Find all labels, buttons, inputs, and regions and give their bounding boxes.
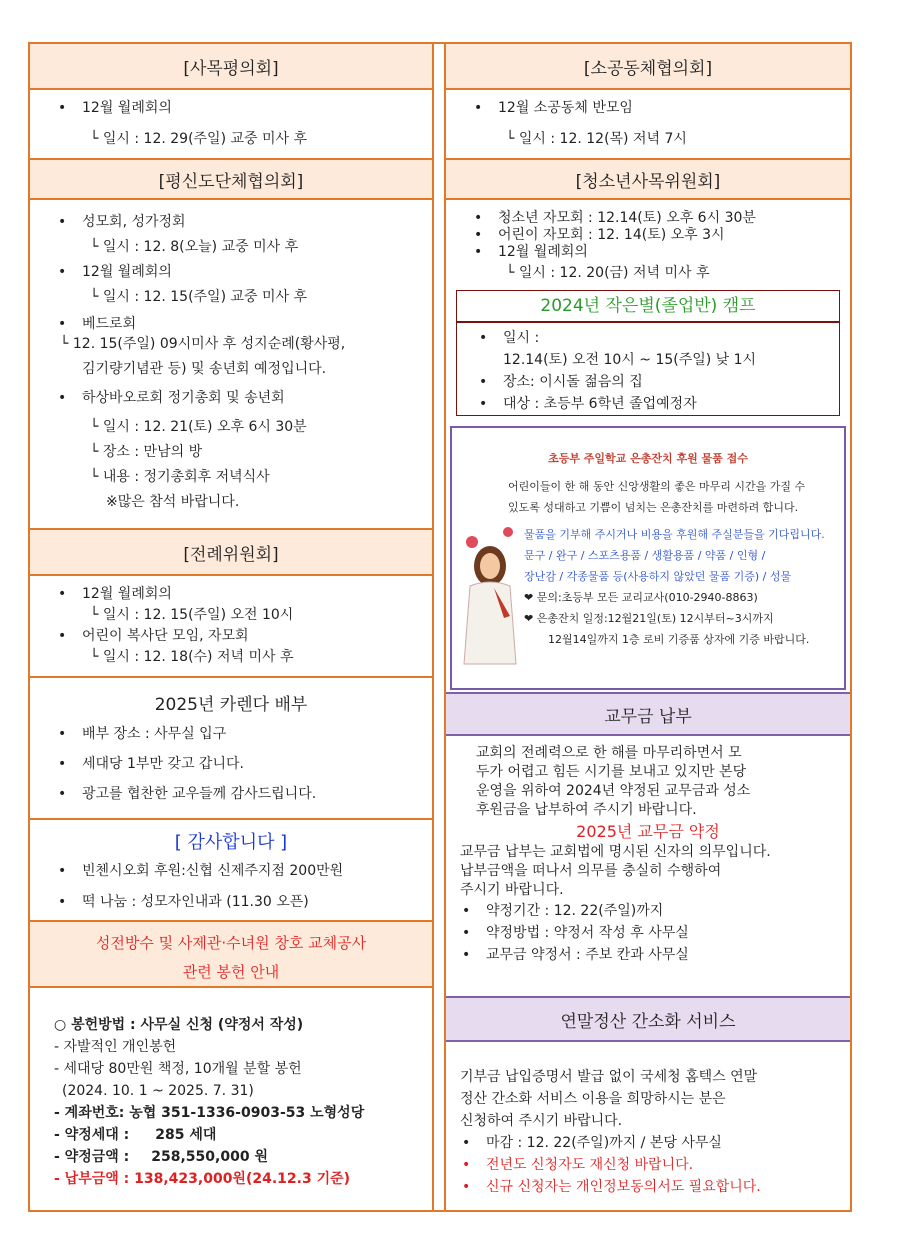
tax-paragraph: 신청하여 주시기 바랍니다.: [460, 1113, 623, 1129]
poster-items: 문구 / 완구 / 스포츠용품 / 생활용품 / 약품 / 인형 /: [524, 549, 766, 562]
list-item: • 어린이 자모회 : 12. 14(토) 오후 3시: [470, 227, 850, 244]
dues-paragraph: 교회의 전례력으로 한 해를 마무리하면서 모: [476, 745, 742, 761]
list-item: • 장소: 이시돌 젊음의 집: [475, 371, 839, 393]
calendar-section: [30, 676, 432, 818]
poster-items: 장난감 / 각종물품 등(사용하지 않았던 물품 기증) / 성물: [524, 570, 792, 583]
dues-title: 교무금 납부: [446, 692, 850, 736]
donation-period: (2024. 10. 1 ~ 2025. 7. 31): [62, 1083, 254, 1099]
dues-paragraph: 납부금액을 떠나서 의무를 충실히 수행하여: [460, 863, 722, 879]
list-item: • 세대당 1부만 갖고 갑니다.: [54, 749, 432, 779]
list-item: • 전년도 신청자도 재신청 바랍니다.: [458, 1154, 850, 1176]
poster-text: 어린이들이 한 해 동안 신앙생활의 좋은 마무리 시간을 가질 수: [508, 480, 806, 493]
dues-paragraph: 두가 어렵고 힘든 시기를 보내고 있지만 본당: [476, 764, 747, 780]
poster-text: 있도록 성대하고 기쁨이 넘치는 은총잔치를 마련하려 합니다.: [508, 501, 799, 514]
donation-paid: - 납부금액 : 138,423,000원(24.12.3 기준): [54, 1171, 351, 1187]
pastoral-council-body: [30, 96, 432, 152]
community-council-title: [소공동체협의회]: [446, 44, 850, 90]
list-subitem: └ 일시 : 12. 21(토) 오후 6시 30분: [90, 419, 307, 435]
community-council-body: [446, 96, 850, 152]
donation-line: - 세대당 80만원 책정, 10개월 분할 봉헌: [54, 1061, 302, 1077]
list-item: • 광고를 협찬한 교우들께 감사드립니다.: [54, 779, 432, 809]
camp-details: [456, 322, 840, 416]
laity-council-body: [30, 210, 432, 515]
youth-committee-title: [청소년사목위원회]: [446, 158, 850, 200]
left-column: [30, 44, 434, 1210]
list-subitem: └ 일시 : 12. 20(금) 저녁 미사 후: [506, 265, 710, 281]
list-item: • 약정방법 : 약정서 작성 후 사무실: [458, 922, 850, 944]
camp-title: 2024년 작은별(졸업반) 캠프: [456, 290, 840, 322]
list-item: • 빈첸시오회 후원:신협 신제주지점 200만원: [54, 856, 432, 887]
dues-subtitle: 2025년 교무금 약정: [576, 822, 720, 841]
dues-paragraph: 후원금을 납부하여 주시기 바랍니다.: [476, 802, 697, 818]
list-subitem: └ 내용 : 정기총회후 저녁식사: [90, 469, 270, 485]
list-item: • 신규 신청자는 개인정보동의서도 필요합니다.: [458, 1176, 850, 1198]
donation-line: - 자발적인 개인봉헌: [54, 1039, 177, 1055]
list-subitem: └ 일시 : 12. 12(목) 저녁 7시: [506, 131, 687, 147]
donation-account: - 계좌번호: 농협 351-1336-0903-53 노형성당: [54, 1105, 365, 1121]
list-subitem: └ 12. 15(주일) 09시미사 후 성지순례(황사평,: [60, 336, 346, 352]
donation-title-line1: 성전방수 및 사제관·수녀원 창호 교체공사: [95, 934, 367, 952]
bulletin-frame: [28, 42, 852, 1212]
event-poster: [450, 426, 846, 690]
note-text: ※많은 참석 바랍니다.: [106, 494, 240, 510]
youth-committee-body: [446, 210, 850, 282]
tax-service-body: [446, 1066, 850, 1198]
thanks-title: [ 감사합니다 ]: [174, 832, 288, 853]
calendar-title: 2025년 카렌다 배부: [154, 695, 308, 715]
list-item: • 12월 월례회의: [470, 244, 850, 261]
list-item: • 성모회, 성가정회: [54, 210, 432, 235]
dues-paragraph: 주시기 바랍니다.: [460, 882, 564, 898]
list-item: • 12월 월례회의: [54, 584, 432, 605]
donation-households: [54, 1124, 432, 1146]
donation-title-line2: 관련 봉헌 안내: [182, 963, 280, 981]
list-subitem: └ 일시 : 12. 29(주일) 교중 미사 후: [90, 131, 308, 147]
tax-paragraph: 정산 간소화 서비스 이용을 희망하시는 분은: [460, 1091, 726, 1107]
households-label: - 약정세대 :: [54, 1127, 130, 1143]
list-item: • 약정기간 : 12. 22(주일)까지: [458, 900, 850, 922]
poster-request: 물품을 기부해 주시거나 비용을 후원해 주실분들을 기다립니다.: [524, 528, 825, 541]
list-item: • 어린이 복사단 모임, 자모회: [54, 626, 432, 647]
list-subitem: 김기량기념관 등) 및 송년회 예정입니다.: [82, 361, 327, 377]
right-column: [444, 44, 850, 1210]
donation-amount: [54, 1146, 432, 1168]
amount-value: 258,550,000 원: [151, 1149, 268, 1165]
list-item: • 일시 :: [475, 327, 839, 349]
list-subitem: └ 장소 : 만남의 방: [90, 444, 203, 460]
list-item: • 12월 소공동체 반모임: [470, 96, 850, 121]
liturgy-committee-title: [전례위원회]: [30, 528, 432, 576]
laity-council-title: [평신도단체협의회]: [30, 158, 432, 200]
jesus-illustration-icon: [460, 526, 520, 666]
poster-contact: ❤ 문의:초등부 모든 교리교사(010-2940-8863): [524, 591, 758, 604]
dues-paragraph: 운영을 위하여 2024년 약정된 교무금과 성소: [476, 783, 751, 799]
list-item: • 대상 : 초등부 6학년 졸업예정자: [475, 393, 839, 415]
dues-paragraph: 교무금 납부는 교회법에 명시된 신자의 의무입니다.: [460, 844, 771, 860]
dues-body: [446, 744, 850, 966]
thanks-section: [30, 818, 432, 924]
poster-deadline: 12월14일까지 1층 로비 기증품 상자에 기증 바랍니다.: [548, 633, 810, 646]
tax-service-title: 연말정산 간소화 서비스: [446, 996, 850, 1042]
list-item: • 베드로회: [54, 316, 432, 332]
camp-date: 12.14(토) 오전 10시 ~ 15(주일) 낮 1시: [503, 352, 757, 368]
pastoral-council-title: [사목평의회]: [30, 44, 432, 90]
tax-paragraph: 기부금 납입증명서 발급 없이 국세청 홈텍스 연말: [460, 1069, 758, 1085]
poster-schedule: ❤ 은총잔치 일정:12월21일(토) 12시부터~3시까지: [524, 612, 774, 625]
list-item: • 청소년 자모회 : 12.14(토) 오후 6시 30분: [470, 210, 850, 227]
list-item: • 배부 장소 : 사무실 입구: [54, 719, 432, 749]
list-subitem: └ 일시 : 12. 15(주일) 교중 미사 후: [90, 289, 308, 305]
list-subitem: └ 일시 : 12. 15(주일) 오전 10시: [90, 607, 294, 623]
liturgy-committee-body: [30, 584, 432, 668]
list-item: • 마감 : 12. 22(주일)까지 / 본당 사무실: [458, 1132, 850, 1154]
donation-method: ○ 봉헌방법 : 사무실 신청 (약정서 작성): [54, 1017, 304, 1033]
list-subitem: └ 일시 : 12. 8(오늘) 교중 미사 후: [90, 239, 299, 255]
donation-body: [30, 1014, 432, 1190]
list-item: • 12월 월례회의: [54, 96, 432, 121]
list-item: • 교무금 약정서 : 주보 칸과 사무실: [458, 944, 850, 966]
amount-label: - 약정금액 :: [54, 1149, 130, 1165]
donation-title-box: [30, 920, 432, 988]
list-item: • 12월 월례회의: [54, 260, 432, 285]
list-item: • 하상바오로회 정기총회 및 송년회: [54, 386, 432, 411]
list-item: • 떡 나눔 : 성모자인내과 (11.30 오픈): [54, 887, 432, 918]
poster-title: 초등부 주일학교 은총잔치 후원 물품 접수: [548, 452, 748, 465]
households-value: 285 세대: [155, 1127, 217, 1143]
list-subitem: └ 일시 : 12. 18(수) 저녁 미사 후: [90, 649, 294, 665]
